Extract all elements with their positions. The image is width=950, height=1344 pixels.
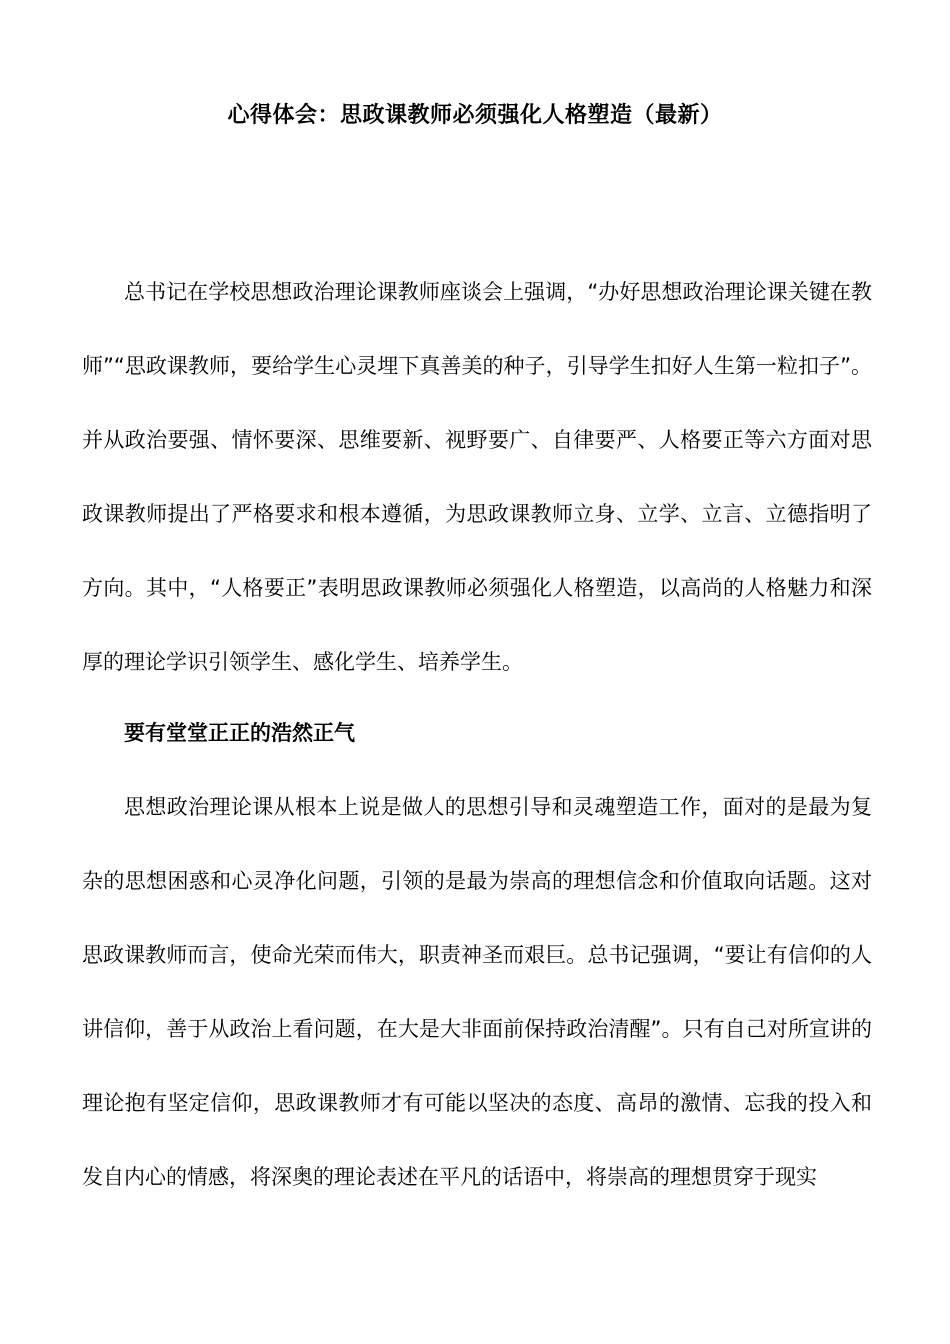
section-heading: 要有堂堂正正的浩然正气 (124, 721, 355, 745)
body-paragraph-1: 总书记在学校思想政治理论课教师座谈会上强调，“办好思想政治理论课关键在教师”“思政课教师，要给学生心灵埋下真善美的种子，引导学生扣好人生第一粒扣子”。并从政治要强、情怀要深、思维要新、视野要广、自律要严、人格要正等六方面对思政课教师提出了严格要求和根本遵循，为思政课教师立身、立学、立言、立德指明了方向。其中，“人格要正”表明思政课教师必须强化人格塑造，以高尚的人格魅力和深厚的理论学识引领学生、感化学生、培养学生。 (82, 280, 872, 674)
document-title: 心得体会：思政课教师必须强化人格塑造（最新） (227, 103, 723, 128)
body-paragraph-2: 思想政治理论课从根本上说是做人的思想引导和灵魂塑造工作，面对的是最为复杂的思想困惑和心灵净化问题，引领的是最为崇高的理想信念和价值取向话题。这对思政课教师而言，使命光荣而伟大，职责神圣而艰巨。总书记强调，“要让有信仰的人讲信仰，善于从政治上看问题，在大是大非面前保持政治清醒”。只有自己对所宣讲的理论抱有坚定信仰，思政课教师才有可能以坚决的态度、高昂的激情、忘我的投入和发自内心的情感，将深奥的理论表述在平凡的话语中，将崇高的理想贯穿于现实 (82, 795, 872, 1189)
